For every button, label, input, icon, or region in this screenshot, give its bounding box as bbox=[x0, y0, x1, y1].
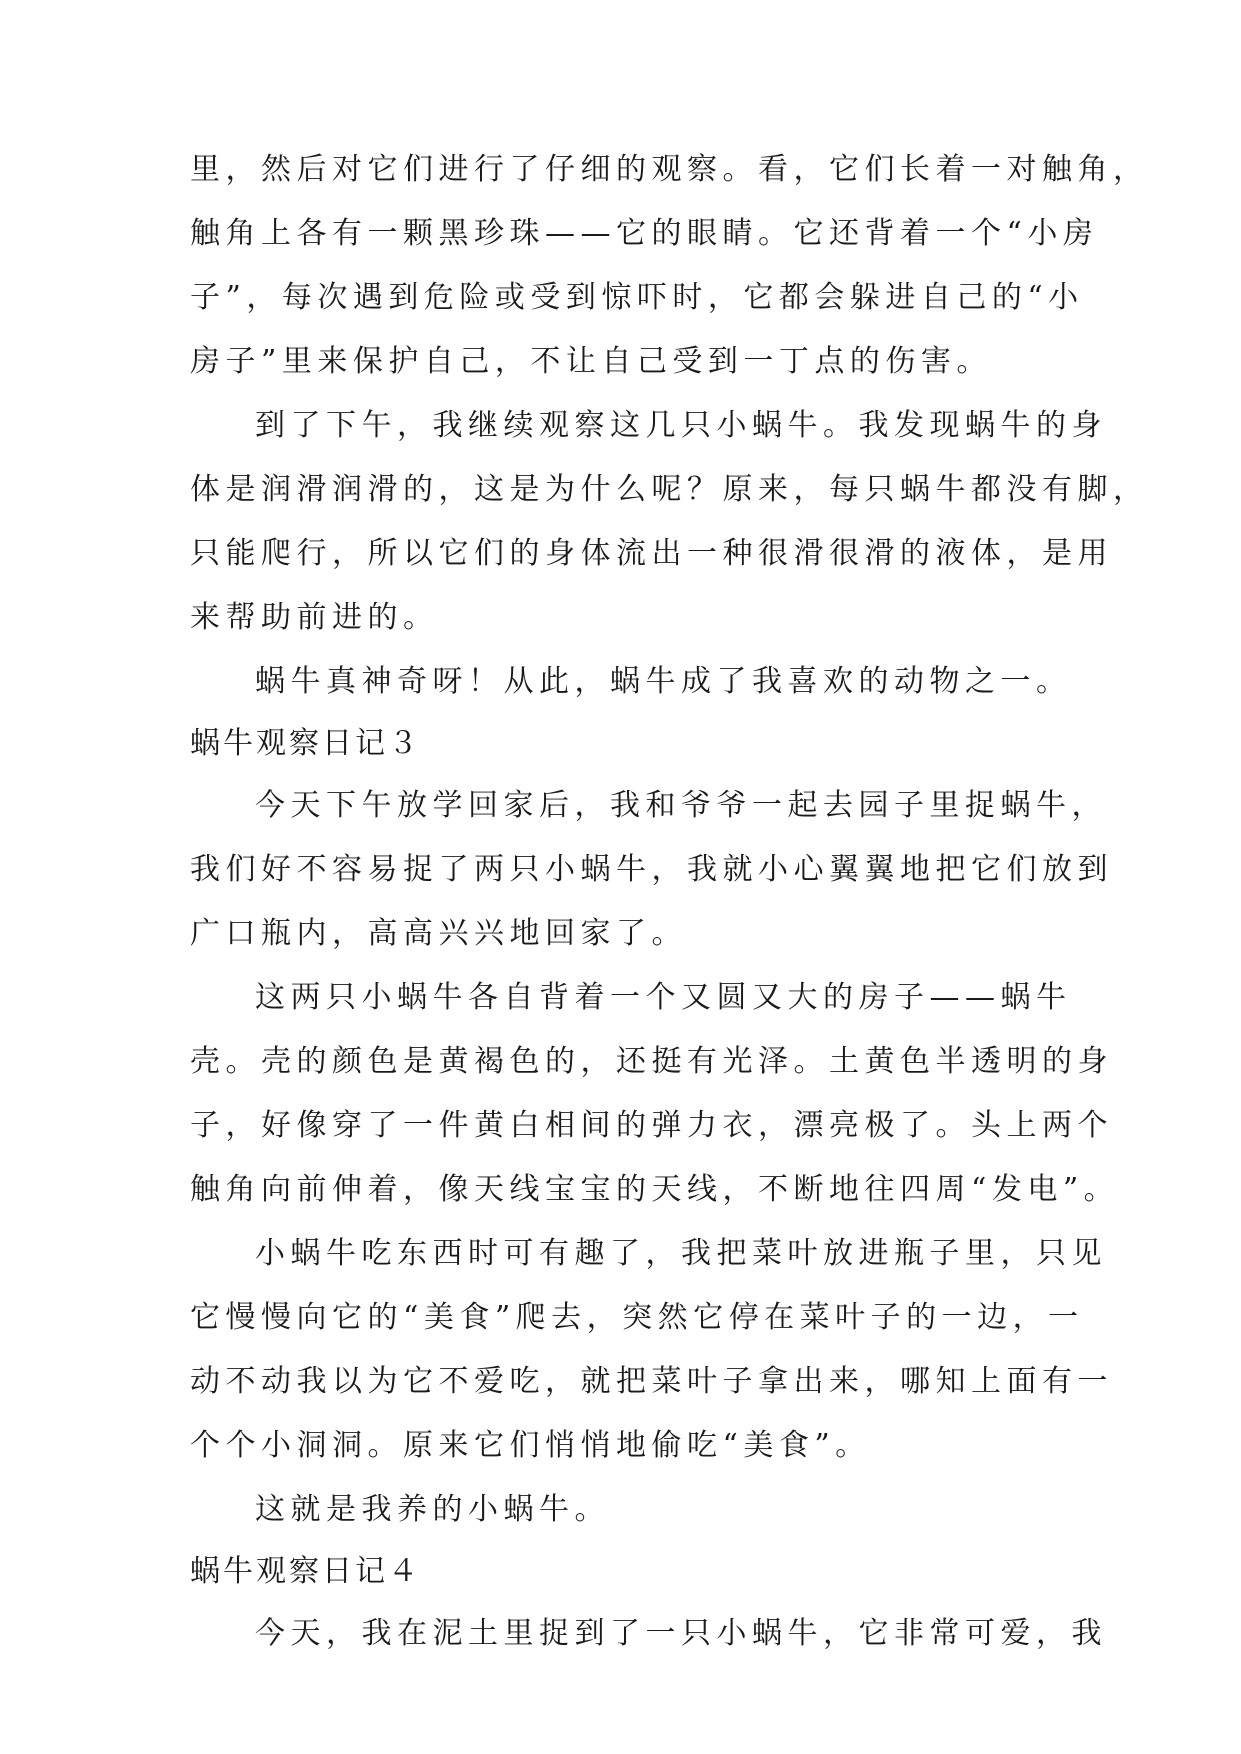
text-line: 来帮助前进的。 bbox=[190, 600, 439, 635]
section-heading: 蜗牛观察日记４ bbox=[190, 1554, 421, 1589]
paragraph-start-line: 蜗牛真神奇呀！从此，蜗牛成了我喜欢的动物之一。 bbox=[255, 664, 1072, 699]
text-line: 只能爬行，所以它们的身体流出一种很滑很滑的液体，是用 bbox=[190, 536, 1113, 571]
section-heading: 蜗牛观察日记３ bbox=[190, 726, 421, 761]
text-line: 它慢慢向它的“美食”爬去，突然它停在菜叶子的一边，一 bbox=[190, 1300, 1084, 1335]
text-line: 体是润滑润滑的，这是为什么呢？原来，每只蜗牛都没有脚， bbox=[190, 472, 1149, 507]
text-line: 动不动我以为它不爱吃，就把菜叶子拿出来，哪知上面有一 bbox=[190, 1364, 1113, 1399]
paragraph-start-line: 这就是我养的小蜗牛。 bbox=[255, 1492, 610, 1527]
paragraph-start-line: 这两只小蜗牛各自背着一个又圆又大的房子——蜗牛 bbox=[255, 980, 1072, 1015]
text-line: 触角上各有一颗黑珍珠——它的眼睛。它还背着一个“小房 bbox=[190, 216, 1099, 251]
text-line: 子”，每次遇到危险或受到惊吓时，它都会躲进自己的“小 bbox=[190, 280, 1084, 315]
text-line: 我们好不容易捉了两只小蜗牛，我就小心翼翼地把它们放到 bbox=[190, 852, 1113, 887]
text-line: 广口瓶内，高高兴兴地回家了。 bbox=[190, 916, 687, 951]
paragraph-start-line: 今天下午放学回家后，我和爷爷一起去园子里捉蜗牛， bbox=[255, 788, 1107, 823]
text-line: 房子”里来保护自己，不让自己受到一丁点的伤害。 bbox=[190, 344, 992, 379]
text-line: 个个小洞洞。原来它们悄悄地偷吃“美食”。 bbox=[190, 1428, 871, 1463]
paragraph-start-line: 小蜗牛吃东西时可有趣了，我把菜叶放进瓶子里，只见 bbox=[255, 1236, 1107, 1271]
text-line: 壳。壳的颜色是黄褐色的，还挺有光泽。土黄色半透明的身 bbox=[190, 1044, 1113, 1079]
paragraph-start-line: 今天，我在泥土里捉到了一只小蜗牛，它非常可爱，我 bbox=[255, 1616, 1107, 1651]
text-line: 触角向前伸着，像天线宝宝的天线，不断地往四周“发电”。 bbox=[190, 1172, 1120, 1207]
text-line: 里，然后对它们进行了仔细的观察。看，它们长着一对触角， bbox=[190, 152, 1149, 187]
paragraph-start-line: 到了下午，我继续观察这几只小蜗牛。我发现蜗牛的身 bbox=[255, 408, 1107, 443]
text-line: 子，好像穿了一件黄白相间的弹力衣，漂亮极了。头上两个 bbox=[190, 1108, 1113, 1143]
